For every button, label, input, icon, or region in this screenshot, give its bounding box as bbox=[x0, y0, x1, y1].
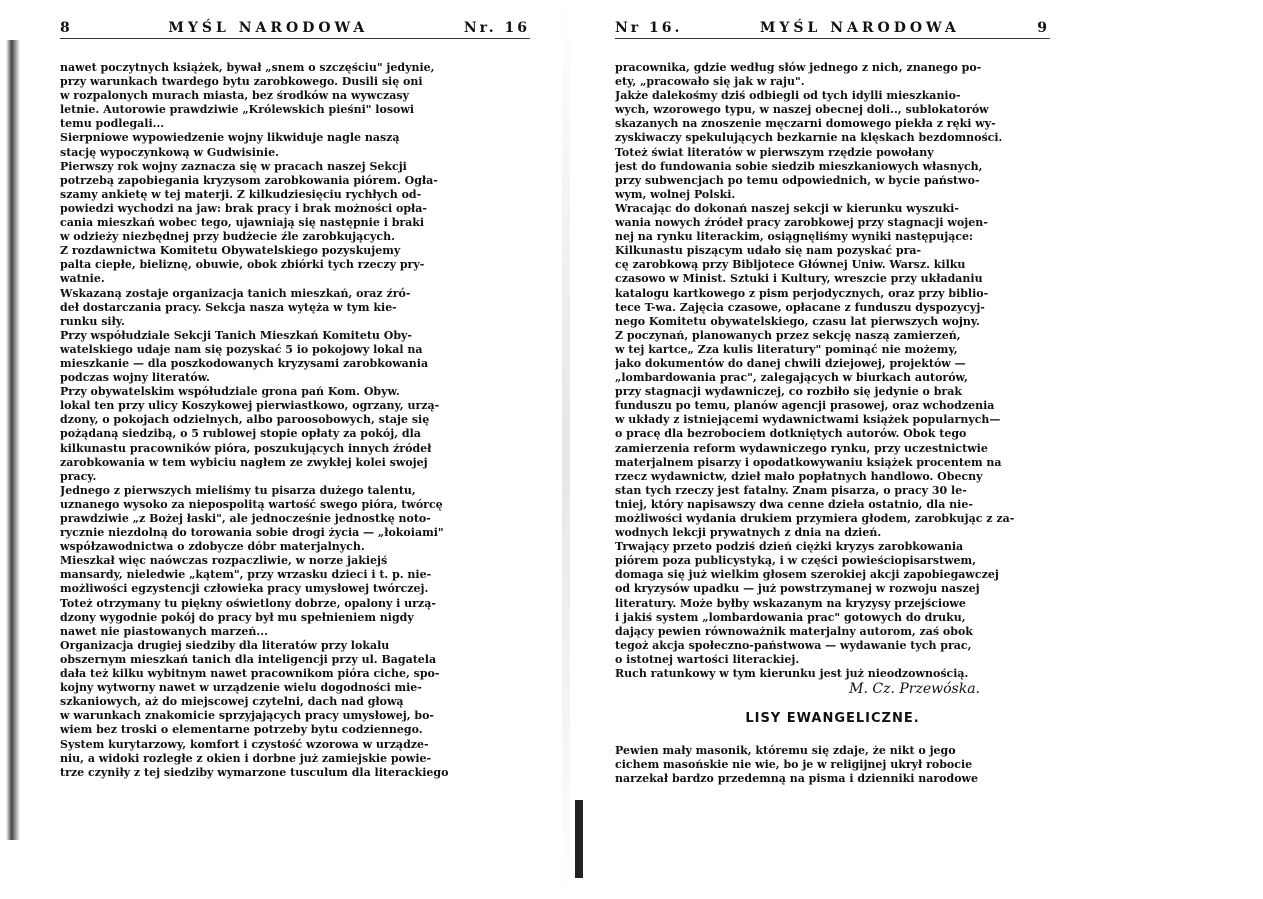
text-line: domaga się już wielkim głosem szerokiej akcji zapobiegawczej bbox=[615, 568, 999, 582]
text-line: palta ciepłe, bieliznę, obuwie, obok zbiórki tych rzeczy pry- bbox=[60, 258, 425, 272]
right-journal-title: MYŚL NARODOWA bbox=[759, 20, 960, 36]
text-line: Przy obywatelskim współudziale grona pań Kom. Obyw. bbox=[60, 385, 400, 399]
left-body-text bbox=[60, 61, 530, 780]
text-line: przy warunkach twardego bytu zarobkowego. Dusili się oni bbox=[60, 75, 423, 89]
right-issue-number: Nr 16. bbox=[615, 20, 683, 36]
text-line: Mieszkał więc naówczas rozpaczliwie, w norze jakiejś bbox=[60, 554, 388, 568]
text-line: możliwości wydania drukiem przymiera głodem, zarobkując z za- bbox=[615, 512, 1015, 525]
text-line: dzony wygodnie pokój do pracy był mu spełnieniem nigdy bbox=[60, 610, 414, 624]
text-line: cichem masońskie nie wie, bo je w religijnej ukrył robocie bbox=[615, 758, 973, 772]
text-line: zamierzenia reform wydawniczego rynku, przy uczestnictwie bbox=[615, 441, 988, 455]
text-line: przy stagnacji wydawniczej, co rozbiło się jedynie o brak bbox=[615, 385, 962, 399]
text-line: tniej, który napisawszy dwa cenne dzieła ostatnio, dla nie- bbox=[615, 497, 973, 511]
text-line: o istotnej wartości literackiej. bbox=[615, 652, 800, 666]
text-line: powiedzi wychodzi na jaw: brak pracy i brak możności opła- bbox=[60, 201, 427, 215]
section-heading: LISY EWANGELICZNE. bbox=[745, 711, 920, 727]
text-line: w warunkach znakomicie sprzyjających pracy umysłowej, bo- bbox=[60, 709, 434, 723]
text-line: Toteż świat literatów w pierwszym rzędzie powołany bbox=[615, 145, 934, 159]
text-line: pracownika, gdzie według słów jednego z nich, znanego po- bbox=[615, 61, 982, 74]
text-line: i jakiś system „lombardowania prac" gotowych do druku, bbox=[615, 610, 966, 624]
text-line: piórem poza publicystyką, i w części powieściopisarstwem, bbox=[615, 554, 977, 568]
text-line: skazanych na znoszenie męczarni domowego piekła z ręki wy- bbox=[615, 117, 996, 131]
text-line: System kurytarzowy, komfort i czystość wzorowa w urządze- bbox=[60, 737, 429, 751]
text-line: Pewien mały masonik, któremu się zdaje, że nikt o jego bbox=[615, 744, 956, 758]
text-line: w tej kartce„ Zza kulis literatury" pominąć nie możemy, bbox=[615, 342, 958, 356]
text-line: potrzebą zapobiegania kryzysom zarobkowania piórem. Ogła- bbox=[60, 173, 438, 187]
text-line: nawet nie piastowanych marzeń... bbox=[60, 624, 268, 638]
text-line: niu, a widoki rozległe z okien i dorbne już zamiejskie powie- bbox=[60, 751, 432, 765]
text-line: funduszu po temu, planów agencji prasowej, oraz wchodzenia bbox=[615, 399, 995, 413]
text-line: współzawodnictwa o zdobycze dóbr materjalnych. bbox=[60, 540, 365, 554]
text-line: nej na rynku literackim, osiągnęliśmy wyniki następujące: bbox=[615, 230, 974, 244]
text-line: tegoż akcja społeczno-państwowa — wydawanie tych prac, bbox=[615, 638, 972, 652]
text-line: Jednego z pierwszych mieliśmy tu pisarza dużego talentu, bbox=[60, 483, 416, 497]
text-line: o pracę dla bezrobociem dotkniętych autorów. Obok tego bbox=[615, 427, 967, 441]
right-body-text bbox=[615, 61, 1050, 681]
section-body-text bbox=[615, 744, 1050, 786]
text-line: wych, wzorowego typu, w naszej obecnej doli.., sublokatorów bbox=[615, 103, 989, 117]
text-line: możliwości egzystencji człowieka pracy umysłowej twórczej. bbox=[60, 582, 429, 596]
text-line: szkaniowych, aż do miejscowej czytelni, dach nad głową bbox=[60, 695, 404, 709]
text-line: Toteż otrzymany tu piękny oświetlony dobrze, opalony i urzą- bbox=[60, 596, 436, 610]
left-running-head bbox=[60, 20, 530, 39]
text-line: prawdziwie „z Bożej łaski", ale jednocześnie jednostkę noto- bbox=[60, 512, 431, 525]
text-line: kojny wytworny nawet w urządzenie wielu dogodności mie- bbox=[60, 681, 422, 695]
text-line: dający pewien równoważnik materjalny autorom, zaś obok bbox=[615, 624, 973, 638]
text-line: Kilkunastu piszącym udało się nam pozyskać pra- bbox=[615, 244, 922, 258]
text-line: tece T-wa. Zajęcia czasowe, opłacane z funduszu dyspozycyj- bbox=[615, 300, 985, 314]
text-line: w układy z istniejącemi wydawnictwami książek popularnych— bbox=[615, 413, 1001, 427]
text-line: watnie. bbox=[60, 272, 105, 286]
right-page-number: 9 bbox=[1037, 20, 1050, 36]
text-line: Sierpniowe wypowiedzenie wojny likwiduje nagle naszą bbox=[60, 131, 400, 145]
text-line: podczas wojny literatów. bbox=[60, 371, 210, 385]
text-line: ety, „pracowało się jak w raju". bbox=[615, 75, 805, 89]
text-line: materjalnem pisarzy i opodatkowywaniu książek procentem na bbox=[615, 455, 1002, 469]
text-line: rycznie niezdolną do torowania sobie drogi życia — „łokoiami" bbox=[60, 526, 444, 540]
text-line: od kryzysów upadku — już powstrzymanej w rozwoju naszej bbox=[615, 582, 980, 596]
text-line: cania mieszkań wobec tego, ujawniają się następnie i braki bbox=[60, 216, 425, 230]
text-line: temu podlegali... bbox=[60, 117, 165, 131]
text-line: dała też kilku wybitnym nawet pracownikom pióra ciche, spo- bbox=[60, 667, 440, 681]
text-line: Przy współudziale Sekcji Tanich Mieszkań Komitetu Oby- bbox=[60, 328, 412, 342]
text-line: kilkunastu pracowników pióra, poszukujących innych źródeł bbox=[60, 441, 432, 455]
scan-mark bbox=[575, 800, 583, 878]
left-page-number: 8 bbox=[60, 20, 73, 36]
text-line: literatury. Może byłby wskazanym na kryzysy przejściowe bbox=[615, 596, 966, 610]
text-line: obszernym mieszkań tanich dla inteligencji przy ul. Bagatela bbox=[60, 652, 437, 666]
text-line: lokal ten przy ulicy Koszykowej pierwiastkowo, ogrzany, urzą- bbox=[60, 399, 440, 413]
text-line: Wracając do dokonań naszej sekcji w kierunku wyszuki- bbox=[615, 201, 959, 215]
text-line: Z rozdawnictwa Komitetu Obywatelskiego pozyskujemy bbox=[60, 244, 401, 258]
text-line: szamy ankietę w tej materji. Z kilkudziesięciu rychłych od- bbox=[60, 187, 422, 201]
text-line: pracy. bbox=[60, 469, 97, 483]
author-signature: M. Cz. Przewóska. bbox=[849, 681, 980, 698]
text-line: mieszkanie — dla poszkodowanych kryzysami zarobkowania bbox=[60, 356, 429, 370]
text-line: nawet poczytnych książek, bywał „snem o szczęściu" jedynie, bbox=[60, 61, 435, 74]
text-line: rzecz wydawnictw, dzieł mało popłatnych handlowo. Obecny bbox=[615, 469, 983, 483]
text-line: zarobkowania w tem wybiciu nagłem ze zwykłej kolei swojej bbox=[60, 455, 428, 469]
binding-shadow bbox=[6, 40, 20, 840]
text-line: Organizacja drugiej siedziby dla literatów przy lokalu bbox=[60, 638, 390, 652]
text-line: nego Komitetu obywatelskiego, czasu lat pierwszych wojny. bbox=[615, 314, 980, 328]
text-line: trze czyniły z tej siedziby wymarzone tusculum dla literackiego bbox=[60, 765, 449, 779]
text-line: w odzieży niezbędnej przy budżecie źle zarobkujących. bbox=[60, 230, 395, 244]
left-journal-title: MYŚL NARODOWA bbox=[168, 20, 369, 36]
text-line: stan tych rzeczy jest fatalny. Znam pisarza, o pracy 30 le- bbox=[615, 483, 967, 497]
text-line: watelskiego udaje nam się pozyskać 5 io pokojowy lokal na bbox=[60, 342, 423, 356]
text-line: katalogu kartkowego z pism perjodycznych, oraz przy biblio- bbox=[615, 286, 989, 300]
text-line: letnie. Autorowie prawdziwie „Królewskich pieśni" losowi bbox=[60, 103, 415, 117]
text-line: zyskiwaczy spekulujących bezkarnie na klęskach bezdomności. bbox=[615, 131, 1003, 145]
text-line: Z poczynań, planowanych przez sekcję naszą zamierzeń, bbox=[615, 328, 961, 342]
left-issue-number: Nr. 16 bbox=[463, 20, 530, 36]
text-line: stację wypoczynkową w Gudwisinie. bbox=[60, 145, 279, 159]
text-line: Ruch ratunkowy w tym kierunku jest już nieodzownością. bbox=[615, 667, 969, 681]
text-line: „lombardowania prac", zalegających w biurkach autorów, bbox=[615, 371, 968, 385]
left-page bbox=[60, 20, 530, 878]
text-line: Pierwszy rok wojny zaznacza się w pracach naszej Sekcji bbox=[60, 159, 407, 173]
text-line: wym, wolnej Polski. bbox=[615, 187, 736, 201]
text-line: Jakże dalekośmy dziś odbiegli od tych idylli mieszkanio- bbox=[615, 89, 961, 103]
right-page bbox=[615, 20, 1050, 878]
text-line: jako dokumentów do danej chwili dziejowej, projektów — bbox=[615, 356, 966, 370]
text-line: Wskazaną zostaje organizacja tanich mieszkań, oraz źró- bbox=[60, 286, 411, 300]
text-line: narzekał bardzo przedemną na pisma i dzienniki narodowe bbox=[615, 772, 979, 786]
text-line: mansardy, nieledwie „kątem", przy wrzasku dzieci i t. p. nie- bbox=[60, 568, 432, 582]
text-line: wodnych lekcji prywatnych z dnia na dzień. bbox=[615, 526, 882, 540]
text-line: przy subwencjach po temu odpowiednich, w bycie państwo- bbox=[615, 173, 980, 187]
text-line: w rozpalonych murach miasta, bez środków na wywczasy bbox=[60, 89, 409, 103]
text-line: uznanego wysoko za niepospolitą wartość swego pióra, twórcę bbox=[60, 497, 443, 511]
text-line: dzony, o pokojach odzielnych, albo paroosobowych, staje się bbox=[60, 413, 430, 427]
text-line: wania nowych źródeł pracy zarobkowej przy stagnacji wojen- bbox=[615, 216, 988, 230]
text-line: wiem bez troski o elementarne potrzeby bytu codziennego. bbox=[60, 723, 423, 737]
text-line: Trwający przeto podziś dzień ciężki kryzys zarobkowania bbox=[615, 540, 964, 554]
text-line: cę zarobkową przy Bibljotece Głównej Uniw. Warsz. kilku bbox=[615, 258, 966, 272]
page-fold bbox=[562, 0, 570, 899]
text-line: czasowo w Minist. Sztuki i Kultury, wreszcie przy układaniu bbox=[615, 272, 983, 286]
text-line: runku siły. bbox=[60, 314, 125, 328]
text-line: deł dostarczania pracy. Sekcja nasza wytęża w tym kie- bbox=[60, 300, 397, 314]
text-line: pożądaną siedzibą, o 5 rublowej stopie opłaty za pokój, dla bbox=[60, 427, 421, 441]
text-line: jest do fundowania sobie siedzib mieszkaniowych własnych, bbox=[615, 159, 983, 173]
right-running-head bbox=[615, 20, 1050, 39]
